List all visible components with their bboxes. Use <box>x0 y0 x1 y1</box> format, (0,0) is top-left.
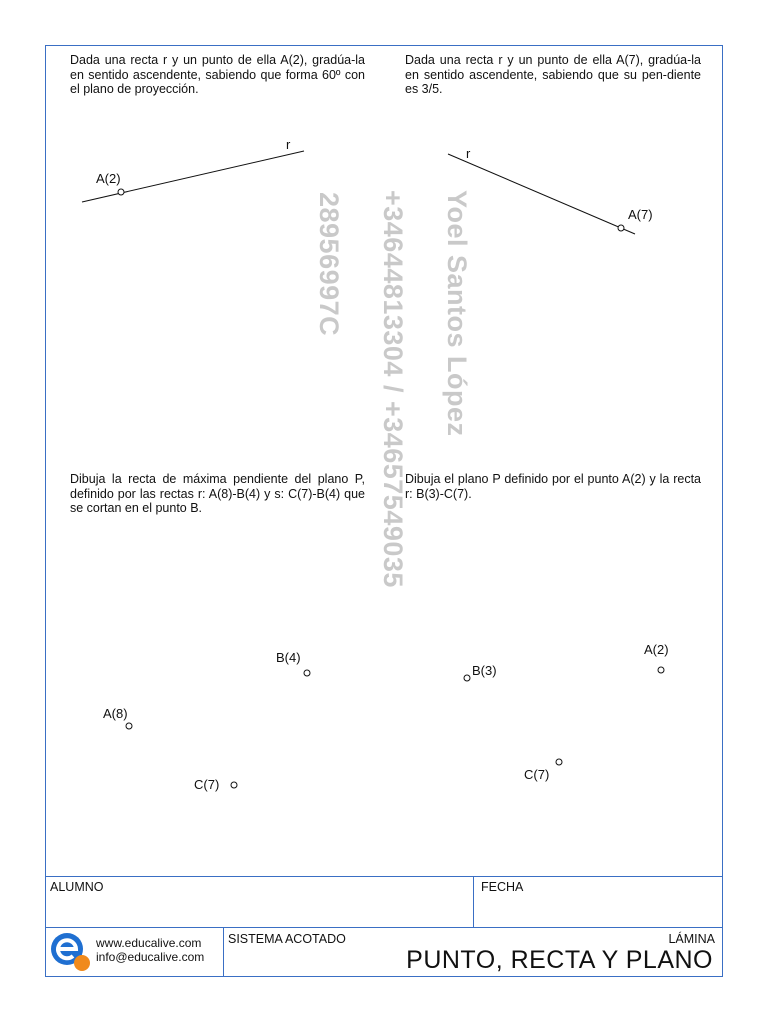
watermark-name: Yoel Santos López <box>442 190 472 437</box>
fig1-point-a <box>118 189 124 195</box>
fig4-label-a: A(2) <box>644 642 669 657</box>
fig1-label-a: A(2) <box>96 171 121 186</box>
website-text: www.educalive.com <box>96 936 202 950</box>
fig4-label-c: C(7) <box>524 767 550 782</box>
fig4-label-b: B(3) <box>472 663 497 678</box>
fig3-point-b <box>304 670 310 676</box>
exercise-1-text: Dada una recta r y un punto de ella A(2), gradúa-la en sentido ascendente, sabiendo que forma 60º con el plano de proyección. <box>70 53 365 96</box>
exercise-2-text: Dada una recta r y un punto de ella A(7), gradúa-la en sentido ascendente, sabiendo que su pen-diente es 3/5. <box>405 53 701 96</box>
figure-1 <box>82 137 304 202</box>
alumno-label: ALUMNO <box>50 880 104 894</box>
figure-4 <box>464 642 669 782</box>
fig2-point-a <box>618 225 624 231</box>
lamina-label: LÁMINA <box>668 932 715 946</box>
exercise-4-text: Dibuja el plano P definido por el punto A(2) y la recta r: B(3)-C(7). <box>405 472 701 501</box>
system-label: SISTEMA ACOTADO <box>228 932 346 946</box>
fig3-label-a: A(8) <box>103 706 128 721</box>
fig2-label-r: r <box>466 146 471 161</box>
fig3-point-a <box>126 723 132 729</box>
title-block-divider-2 <box>223 927 224 977</box>
fig3-label-c: C(7) <box>194 777 220 792</box>
watermark-id: 28956997C <box>314 192 344 337</box>
educalive-logo-icon <box>49 931 93 971</box>
email-text: info@educalive.com <box>96 950 205 964</box>
fecha-label: FECHA <box>481 880 524 894</box>
title-block-middle-rule <box>45 927 723 928</box>
fig1-label-r: r <box>286 137 291 152</box>
sheet-title: PUNTO, RECTA Y PLANO <box>406 946 713 974</box>
watermark-phones: +34644813304 / +34657549035 <box>378 190 408 588</box>
title-block-divider-1 <box>473 876 474 927</box>
fig4-point-a <box>658 667 664 673</box>
fig3-label-b: B(4) <box>276 650 301 665</box>
figure-2 <box>448 146 653 234</box>
exercise-3-text: Dibuja la recta de máxima pendiente del plano P, definido por las rectas r: A(8)-B(4) y s: C(7)-B(4) que se cortan en el punto B. <box>70 472 365 515</box>
fig4-point-c <box>556 759 562 765</box>
title-block-top-rule <box>45 876 723 877</box>
fig4-point-b <box>464 675 470 681</box>
figure-3 <box>103 650 310 792</box>
fig2-label-a: A(7) <box>628 207 653 222</box>
fig3-point-c <box>231 782 237 788</box>
fig2-line-r <box>448 154 635 234</box>
